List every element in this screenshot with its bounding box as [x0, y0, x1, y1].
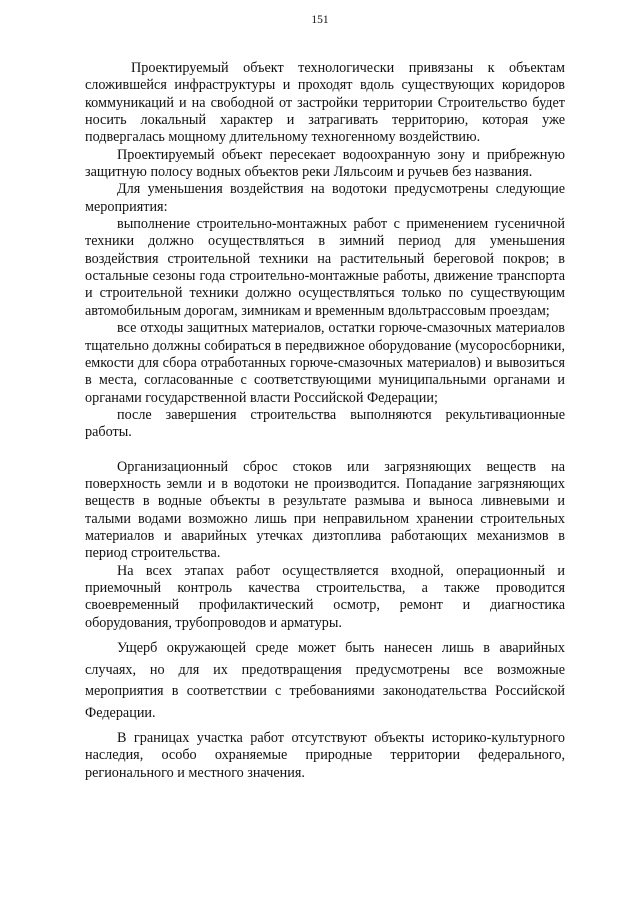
paragraph-measures-intro: Для уменьшения воздействия на водотоки предусмотрены следующие мероприятия: [85, 181, 565, 215]
paragraph-project-infrastructure: Проектируемый объект технологически привязаны к объектам сложившейся инфраструктуры и проходят вдоль существующих коридоров коммуникаций и на свободной от застройки территории Строительство будет носить локальный характер и затрагивать территорию, которая уже подвергалась мощному длительному техногенному воздействию. [85, 60, 565, 146]
page-number: 151 [311, 14, 329, 26]
paragraph-cultural-heritage: В границах участка работ отсутствуют объекты историко-культурного наследия, особо охраняемые природные территории федерального, регионального и местного значения. [85, 730, 565, 781]
document-body [85, 60, 565, 782]
paragraph-water-protection-zone: Проектируемый объект пересекает водоохранную зону и прибрежную защитную полосу водных объектов реки Ляльсоим и ручьев без названия. [85, 146, 565, 181]
paragraph-discharge: Организационный сброс стоков или загрязняющих веществ на поверхность земли и в водотоки не производится. Попадание загрязняющих веществ в водные объекты в результате размыва и выноса ливневыми и талыми водами возможно лишь при неправильном хранении строительных материалов и аварийных утечках дизтоплива работающих механизмов в период строительства. [85, 458, 565, 562]
list-item-waste-collection: все отходы защитных материалов, остатки горюче-смазочных материалов тщательно должны собираться в передвижное оборудование (мусоросборники, емкости для сбора отработанных горюче-смазочных материалов) и вывозиться в места, согласованные с соответствующими муниципальными органами и органами государственной власти Российской Федерации; [85, 320, 565, 406]
paragraph-quality-control: На всех этапах работ осуществляется входной, операционный и приемочный контроль качества строительства, а также проводится своевременный профилактический осмотр, ремонт и диагностика оборудования, трубопроводов и арматуры. [85, 562, 565, 631]
list-item-recultivation: после завершения строительства выполняются рекультивационные работы. [85, 406, 565, 441]
list-item-tracked-machinery: выполнение строительно-монтажных работ с применением гусеничной техники должно осуществляться в зимний период для уменьшения воздействия строительной техники на растительный береговой покров; в остальные сезоны года строительно-монтажные работы, движение транспорта и строительной техники должно осуществляться только по существующим автомобильным дорогам, зимникам и временным вдольтрассовым проездам; [85, 216, 565, 319]
paragraph-damage-emergency: Ущерб окружающей среде может быть нанесен лишь в аварийных случаях, но для их предотвращения предусмотрены все возможные мероприятия в соответствии с требованиями законодательства Российской Федерации. [85, 640, 565, 721]
